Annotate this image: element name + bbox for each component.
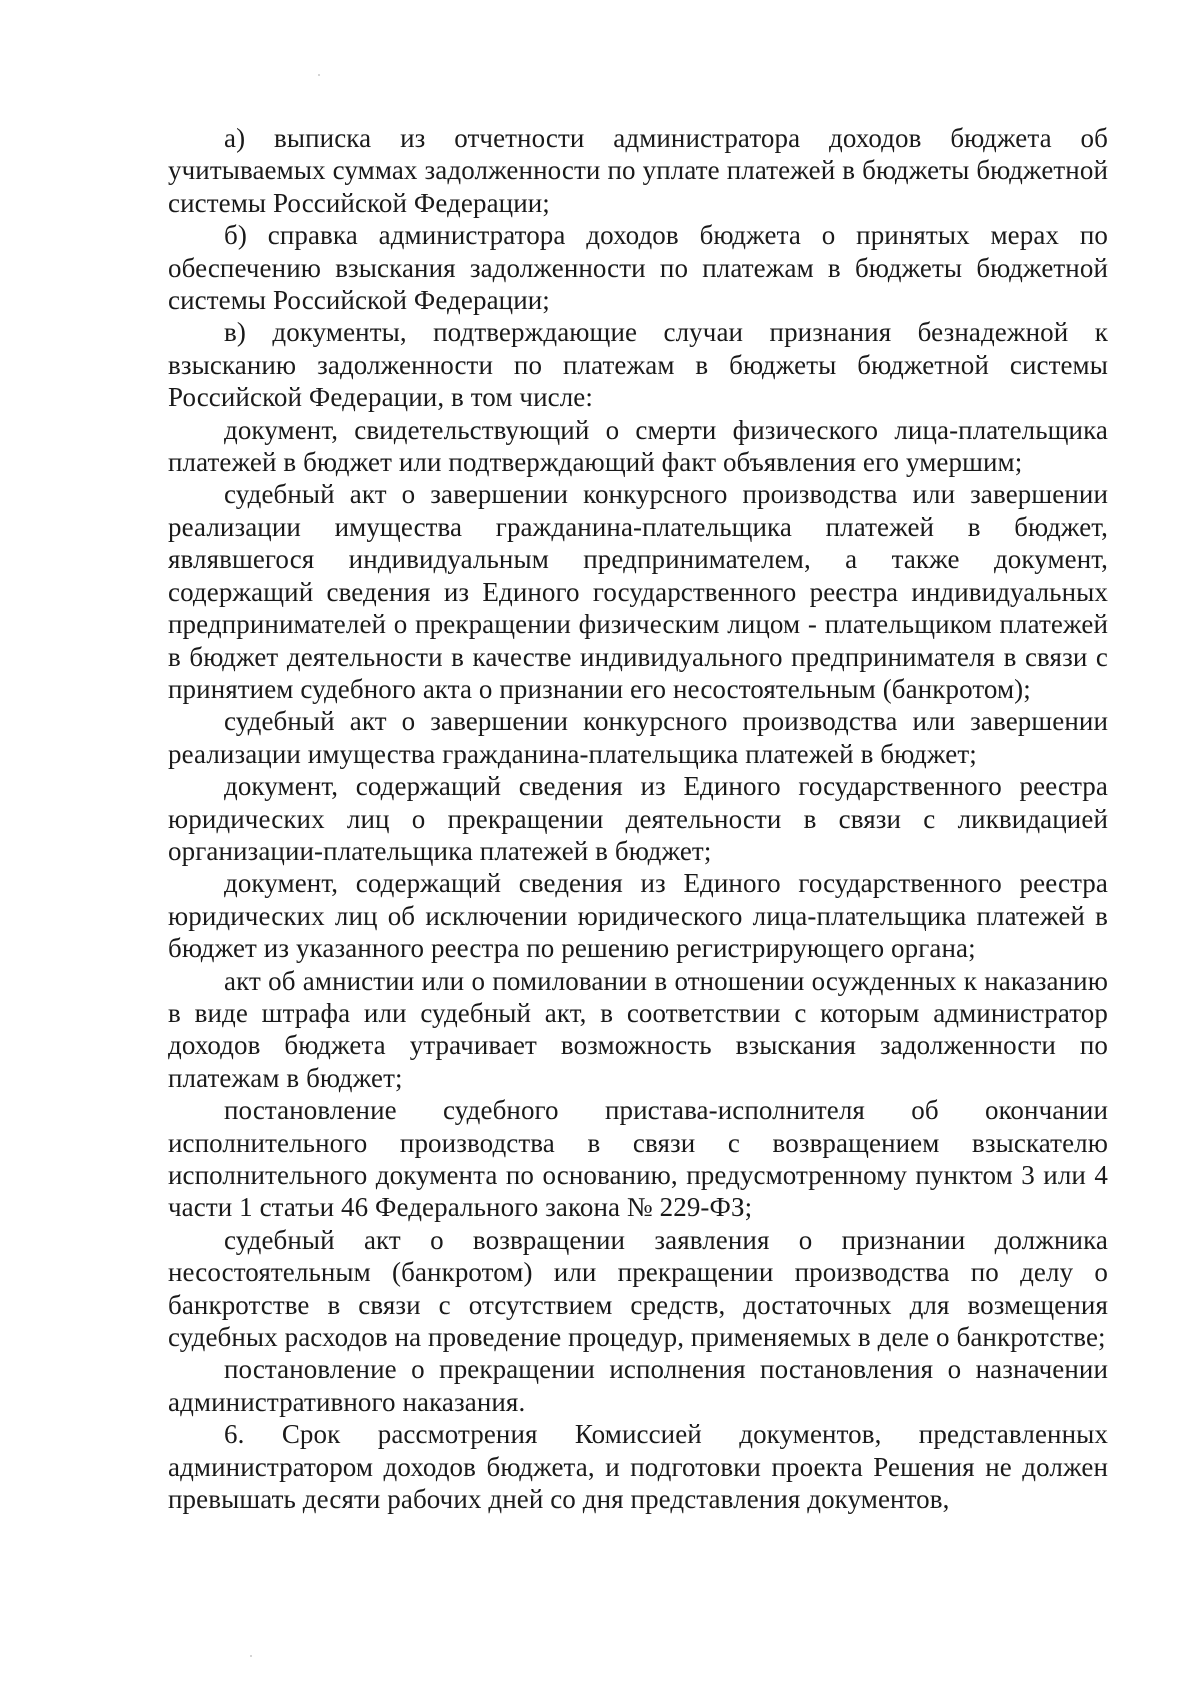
- document-body: [168, 122, 1108, 1515]
- paragraph-bankruptcy-entrepreneur: судебный акт о завершении конкурсного производства или завершении реализации имущества гражданина-плательщика платежей в бюджет, являвшегося индивидуальным предпринимателем, а также документ, содержащий сведения из Единого государственного реестра индивидуальных предпринимателей о прекращении физическим лицом - плательщиком платежей в бюджет деятельности в качестве индивидуального предпринимателя в связи с принятием судебного акта о признании его несостоятельным (банкротом);: [168, 479, 1108, 704]
- paragraph-exclusion-from-registry: документ, содержащий сведения из Единого государственного реестра юридических лиц об исключении юридического лица-плательщика платежей в бюджет из указанного реестра по решению регистрирующего органа;: [168, 868, 1108, 964]
- paragraph-liquidation: документ, содержащий сведения из Единого государственного реестра юридических лиц о прекращении деятельности в связи с ликвидацией организации-плательщика платежей в бюджет;: [168, 771, 1108, 866]
- scan-speck: [318, 74, 320, 76]
- paragraph-item-6: 6. Срок рассмотрения Комиссией документов, представленных администратором доходов бюджета, и подготовки проекта Решения не должен превышать десяти рабочих дней со дня представления документов,: [168, 1419, 1108, 1515]
- scan-speck: [250, 1655, 252, 1657]
- paragraph-bailiff-resolution: постановление судебного пристава-исполнителя об окончании исполнительного производства в связи с возвращением взыскателю исполнительного документа по основанию, предусмотренному пунктом 3 или 4 части 1 статьи 46 Федерального закона № 229-ФЗ;: [168, 1095, 1108, 1223]
- paragraph-death-document: документ, свидетельствующий о смерти физического лица-плательщика платежей в бюджет или подтверждающий факт объявления его умершим;: [168, 414, 1108, 478]
- paragraph-item-a: а) выписка из отчетности администратора доходов бюджета об учитываемых суммах задолженности по уплате платежей в бюджеты бюджетной системы Российской Федерации;: [168, 123, 1108, 218]
- paragraph-item-b: б) справка администратора доходов бюджета о принятых мерах по обеспечению взыскания задолженности по платежам в бюджеты бюджетной системы Российской Федерации;: [168, 220, 1108, 316]
- paragraph-item-v: в) документы, подтверждающие случаи признания безнадежной к взысканию задолженности по платежам в бюджеты бюджетной системы Российской Федерации, в том числе:: [168, 317, 1108, 413]
- paragraph-amnesty: акт об амнистии или о помиловании в отношении осужденных к наказанию в виде штрафа или судебный акт, в соответствии с которым администратор доходов бюджета утрачивает возможность взыскания задолженности по платежам в бюджет;: [168, 965, 1108, 1093]
- paragraph-termination-of-execution: постановление о прекращении исполнения постановления о назначении административного наказания.: [168, 1354, 1108, 1417]
- paragraph-bankruptcy-citizen: судебный акт о завершении конкурсного производства или завершении реализации имущества гражданина-плательщика платежей в бюджет;: [168, 706, 1108, 769]
- paragraph-return-of-application: судебный акт о возвращении заявления о признании должника несостоятельным (банкротом) или прекращении производства по делу о банкротстве в связи с отсутствием средств, достаточных для возмещения судебных расходов на проведение процедур, применяемых в деле о банкротстве;: [168, 1224, 1108, 1353]
